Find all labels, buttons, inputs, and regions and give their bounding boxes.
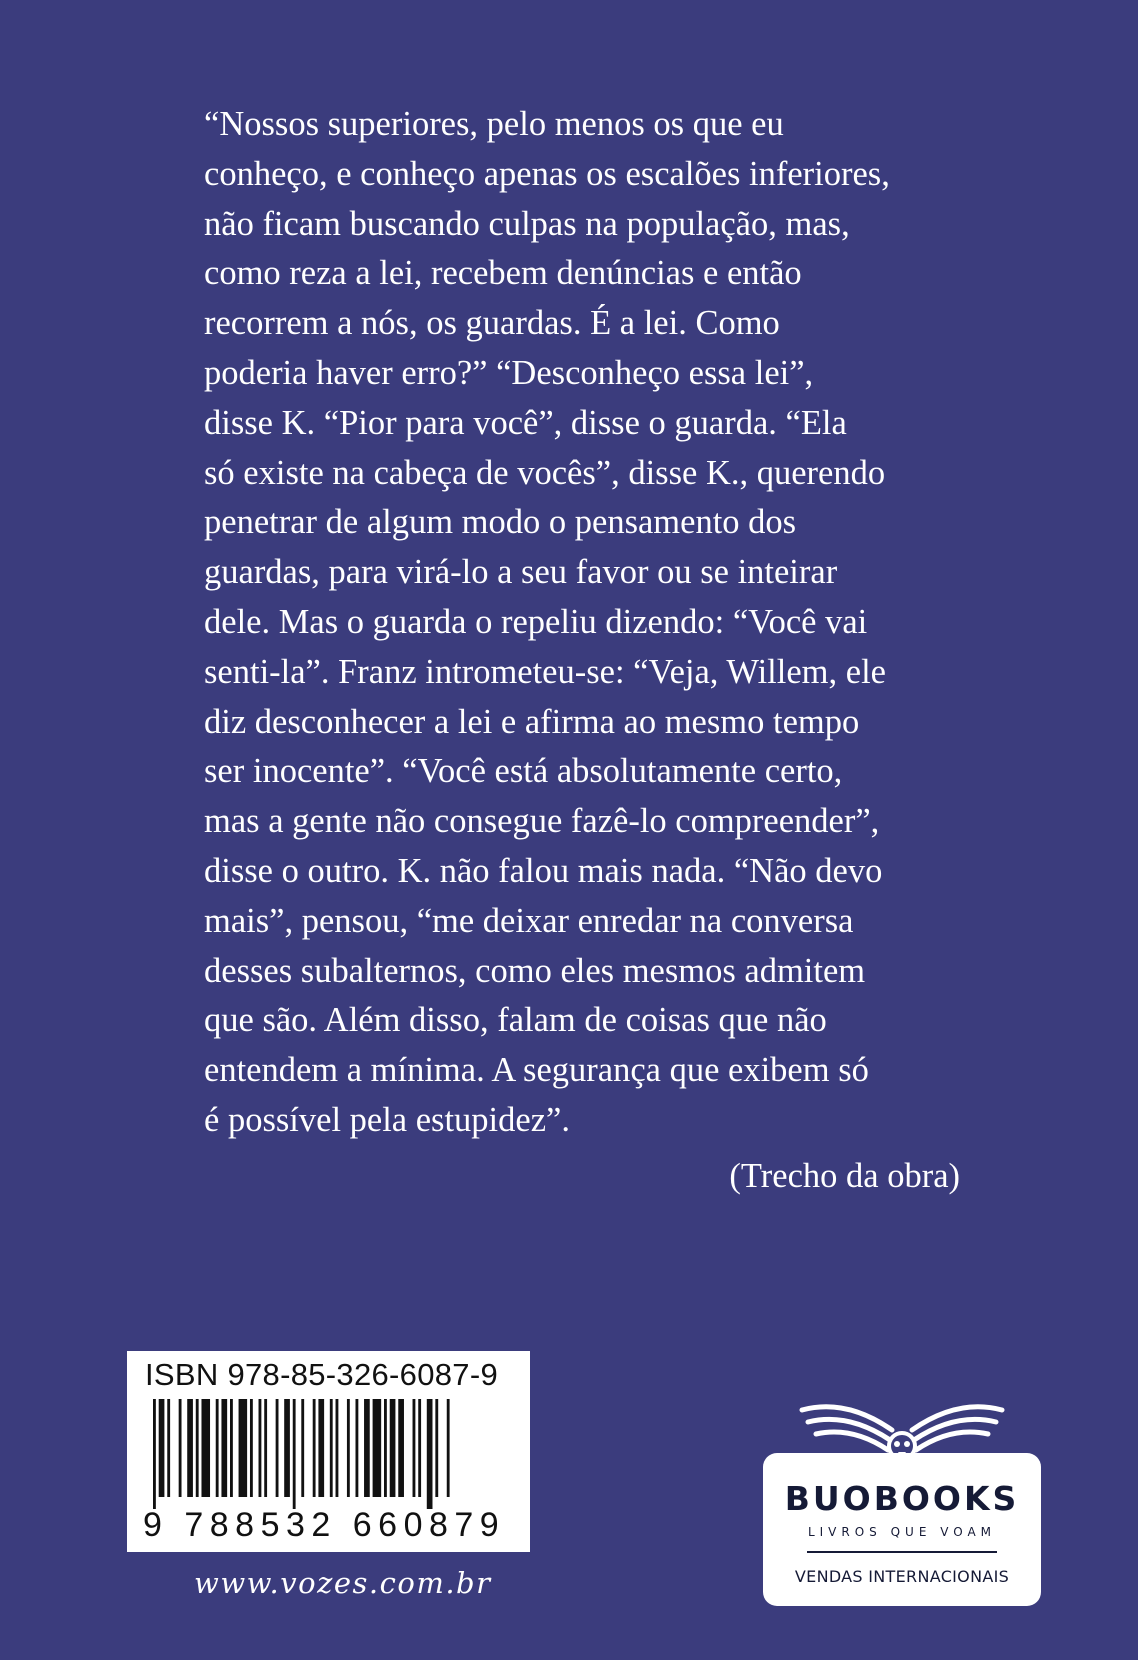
barcode-bar: [221, 1399, 227, 1497]
barcode-bar: [187, 1399, 193, 1497]
sales-note: VENDAS INTERNACIONAIS: [794, 1567, 1010, 1586]
excerpt-line: não ficam buscando culpas na população, mas,: [204, 204, 850, 243]
barcode-bar: [355, 1399, 358, 1497]
logo-divider: [807, 1551, 997, 1553]
publisher-logo: [758, 1400, 1044, 1610]
barcode-bar: [347, 1399, 350, 1497]
excerpt-line: disse o outro. K. não falou mais nada. “Não devo: [204, 851, 883, 890]
barcode-bar: [230, 1399, 233, 1497]
excerpt-line: mais”, pensou, “me deixar enredar na conversa: [204, 901, 854, 940]
barcode-bar: [447, 1399, 450, 1497]
excerpt-line: ser inocente”. “Você está absolutamente certo,: [204, 752, 843, 791]
barcode-bar: [259, 1399, 262, 1497]
barcode-bar: [364, 1399, 370, 1497]
barcode-bar: [390, 1399, 396, 1497]
barcode-bar: [318, 1399, 324, 1497]
barcode-bar: [239, 1399, 248, 1497]
barcode-bar: [250, 1399, 253, 1497]
excerpt-line: entendem a mínima. A segurança que exibem só: [204, 1051, 869, 1090]
excerpt-line: como reza a lei, recebem denúncias e então: [204, 254, 802, 293]
barcode-bar: [293, 1399, 296, 1509]
barcode-bar: [435, 1399, 438, 1497]
barcode-bar: [153, 1399, 156, 1509]
excerpt-text: [204, 100, 974, 1146]
isbn-label: ISBN 978-85-326-6087-9: [145, 1357, 498, 1392]
excerpt-line: mas a gente não consegue fazê-lo compreender”,: [204, 802, 880, 841]
barcode-bar: [167, 1399, 170, 1497]
excerpt-line: guardas, para virá-lo a seu favor ou se inteirar: [204, 553, 838, 592]
excerpt-line: poderia haver erro?” “Desconheço essa lei”,: [204, 353, 814, 392]
excerpt-line: desses subalternos, como eles mesmos admitem: [204, 951, 866, 990]
excerpt-line: é possível pela estupidez”.: [204, 1100, 570, 1139]
barcode-bar: [398, 1399, 404, 1497]
isbn-barcode-block: [127, 1351, 530, 1552]
excerpt-line: que são. Além disso, falam de coisas que não: [204, 1001, 827, 1040]
barcode-bar: [264, 1399, 267, 1497]
barcode-bar: [336, 1399, 339, 1497]
barcode-bar: [301, 1399, 304, 1497]
barcode-bar: [201, 1399, 210, 1497]
barcode-bar: [179, 1399, 182, 1497]
barcode-bar: [159, 1399, 165, 1497]
logo-card: [763, 1453, 1041, 1606]
barcode-bar: [373, 1399, 382, 1497]
excerpt-line: diz desconhecer a lei e afirma ao mesmo tempo: [204, 702, 860, 741]
excerpt-line: senti-la”. Franz intrometeu-se: “Veja, Willem, ele: [204, 652, 886, 691]
barcode-bar: [330, 1399, 333, 1497]
publisher-website: www.vozes.com.br: [194, 1566, 492, 1600]
excerpt-source: (Trecho da obra): [729, 1157, 960, 1195]
barcode-bar: [413, 1399, 416, 1497]
barcode-bar: [427, 1399, 433, 1509]
barcode-bar: [276, 1399, 279, 1497]
barcode-bar: [313, 1399, 316, 1497]
barcode-bar: [216, 1399, 219, 1497]
excerpt-line: penetrar de algum modo o pensamento dos: [204, 503, 797, 542]
excerpt-line: recorrem a nós, os guardas. É a lei. Como: [204, 304, 780, 343]
barcode-bar: [284, 1399, 290, 1497]
brand-name: BUOBOOKS: [784, 1479, 1020, 1518]
barcode-bar: [384, 1399, 387, 1497]
excerpt-line: conheço, e conheço apenas os escalões inferiores,: [204, 154, 890, 193]
barcode-bar: [196, 1399, 199, 1497]
excerpt-line: só existe na cabeça de vocês”, disse K., querendo: [204, 453, 886, 492]
barcode-icon: [127, 1399, 530, 1509]
brand-tagline: LIVROS QUE VOAM: [807, 1525, 997, 1539]
excerpt-line: dele. Mas o guarda o repeliu dizendo: “Você vai: [204, 602, 868, 641]
barcode-bar: [418, 1399, 421, 1497]
excerpt-line: “Nossos superiores, pelo menos os que eu: [204, 105, 784, 143]
excerpt-line: disse K. “Pior para você”, disse o guarda. “Ela: [204, 403, 847, 442]
barcode-digits: 9 788532 660879: [143, 1506, 506, 1544]
